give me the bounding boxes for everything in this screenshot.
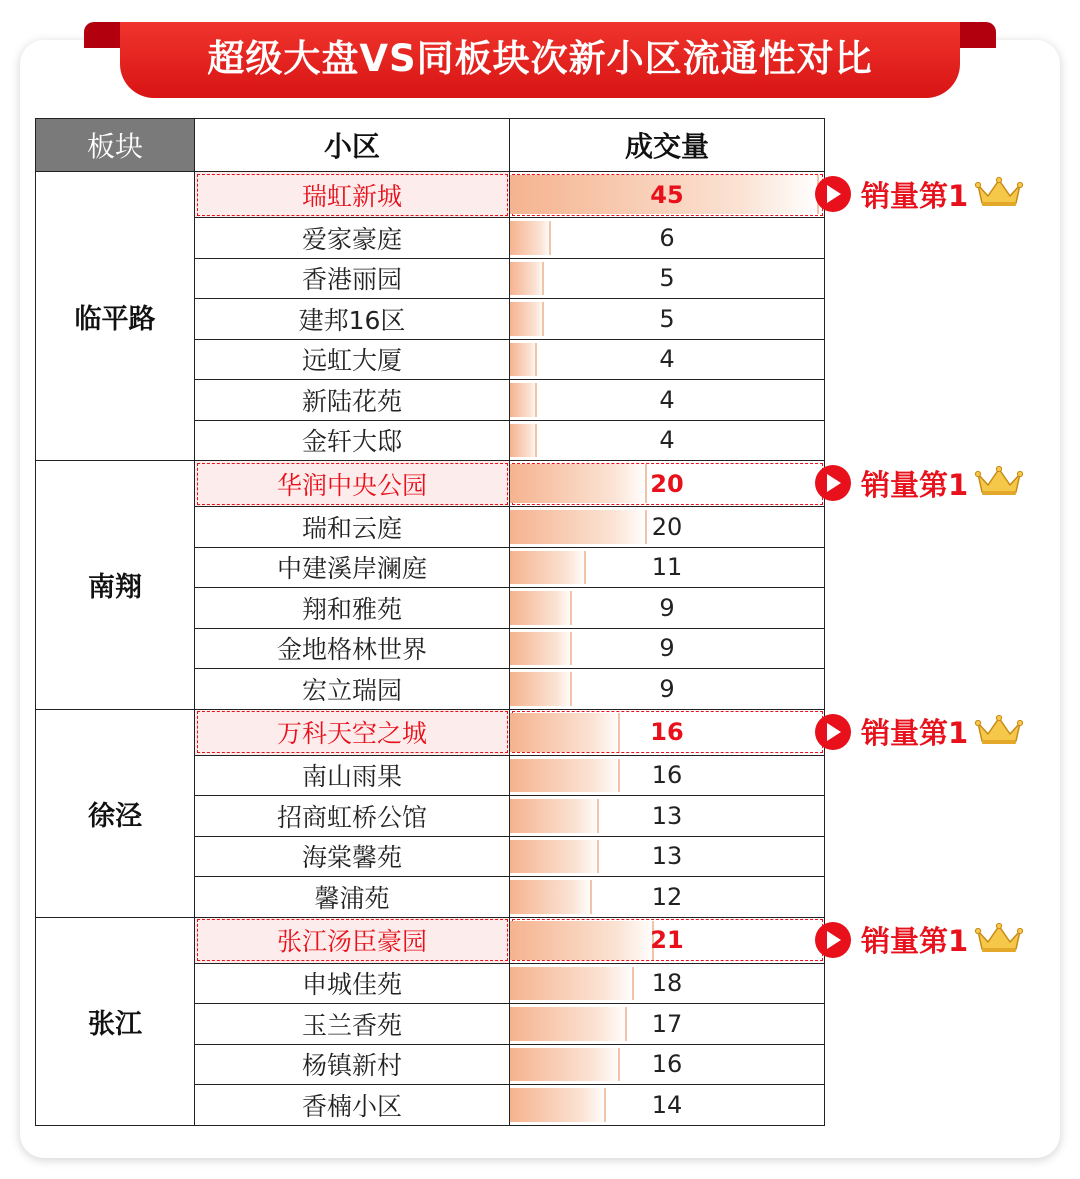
crown-icon [974,714,1024,750]
volume-cell [510,547,825,588]
volume-cell [510,172,825,218]
volume-value: 21 [650,926,684,954]
volume-bar [510,840,599,874]
community-name: 张江汤臣豪园 [195,917,510,963]
table-row-top [36,709,825,755]
volume-bar [510,967,634,1001]
volume-cell [510,258,825,299]
volume-bar [510,464,647,503]
volume-value: 17 [651,1009,683,1038]
community-name: 金地格林世界 [195,628,510,669]
table-row-top [36,917,825,963]
header-row [36,119,825,172]
volume-cell [510,588,825,629]
volume-value: 4 [659,385,675,414]
volume-cell [510,877,825,918]
volume-value: 16 [651,1050,683,1079]
community-name: 爱家豪庭 [195,218,510,259]
volume-value: 9 [659,674,675,703]
badge-label: 销量第1 [861,178,969,213]
community-name: 南山雨果 [195,755,510,796]
volume-cell [510,507,825,548]
play-circle-icon [815,176,851,212]
district-cell: 临平路 [36,172,195,461]
header-community: 小区 [195,119,510,172]
volume-bar [510,759,620,793]
volume-bar [510,1007,627,1041]
community-name: 新陆花苑 [195,380,510,421]
play-circle-icon [815,714,851,750]
volume-value: 6 [659,223,675,252]
volume-cell [510,796,825,837]
community-name: 香港丽园 [195,258,510,299]
volume-bar [510,1088,606,1122]
district-cell: 徐泾 [36,709,195,917]
volume-bar [510,632,572,666]
community-name: 华润中央公园 [195,461,510,507]
volume-bar [510,302,544,336]
district-cell: 张江 [36,917,195,1125]
volume-bar [510,551,586,585]
volume-value: 4 [659,426,675,455]
top-seller-badge [815,920,1024,960]
volume-value: 5 [659,264,675,293]
community-name: 金轩大邸 [195,420,510,461]
community-name: 建邦16区 [195,299,510,340]
volume-bar [510,221,551,255]
badge-label: 销量第1 [861,467,969,502]
volume-cell [510,709,825,755]
volume-value: 16 [651,761,683,790]
community-name: 馨浦苑 [195,877,510,918]
volume-cell [510,755,825,796]
volume-value: 20 [650,469,684,498]
community-name: 宏立瑞园 [195,669,510,710]
page-title: 超级大盘VS同板块次新小区流通性对比 [207,37,873,80]
community-name: 招商虹桥公馆 [195,796,510,837]
volume-bar [510,672,572,706]
volume-value: 18 [651,969,683,998]
play-circle-icon [815,465,851,501]
community-name: 香楠小区 [195,1085,510,1126]
community-name: 中建溪岸澜庭 [195,547,510,588]
crown-icon [974,176,1024,212]
community-name: 瑞虹新城 [195,172,510,218]
volume-value: 20 [651,512,683,541]
crown-icon [974,922,1024,958]
volume-cell [510,963,825,1004]
top-seller-badge [815,174,1024,214]
volume-cell [510,380,825,421]
volume-bar [510,921,654,960]
badge-label: 销量第1 [861,716,969,750]
community-name: 翔和雅苑 [195,588,510,629]
volume-value: 5 [659,304,675,333]
volume-bar [510,591,572,625]
volume-bar [510,510,647,544]
volume-value: 45 [650,180,684,209]
volume-cell [510,339,825,380]
header-district: 板块 [36,119,195,172]
community-name: 杨镇新村 [195,1044,510,1085]
volume-cell [510,420,825,461]
community-name: 海棠馨苑 [195,836,510,877]
volume-value: 11 [651,553,683,582]
volume-cell [510,917,825,963]
crown-icon [974,465,1024,501]
volume-value: 9 [659,634,675,663]
volume-bar [510,424,537,458]
volume-cell [510,628,825,669]
community-name: 瑞和云庭 [195,507,510,548]
volume-bar [510,799,599,833]
badge-label: 销量第1 [861,924,969,958]
volume-value: 14 [651,1090,683,1119]
community-name: 远虹大厦 [195,339,510,380]
volume-value: 12 [651,882,683,911]
volume-value: 13 [651,842,683,871]
volume-cell [510,1044,825,1085]
volume-bar [510,383,537,417]
table-row-top [36,461,825,507]
top-seller-badge [815,463,1024,503]
community-name: 申城佳苑 [195,963,510,1004]
volume-cell [510,299,825,340]
volume-bar [510,880,592,914]
volume-cell [510,1004,825,1045]
volume-bar [510,1048,620,1082]
volume-value: 16 [650,718,684,746]
volume-value: 13 [651,801,683,830]
volume-bar [510,343,537,377]
community-name: 万科天空之城 [195,709,510,755]
district-cell: 南翔 [36,461,195,710]
table-row-top [36,172,825,218]
volume-bar [510,262,544,296]
volume-cell [510,461,825,507]
volume-bar [510,713,620,752]
play-circle-icon [815,922,851,958]
header-volume: 成交量 [510,119,825,172]
volume-value: 4 [659,345,675,374]
volume-cell [510,669,825,710]
top-seller-badge [815,712,1024,752]
volume-cell [510,836,825,877]
volume-cell [510,218,825,259]
comparison-table [35,118,825,1126]
volume-value: 9 [659,593,675,622]
volume-cell [510,1085,825,1126]
title-banner [120,22,960,98]
community-name: 玉兰香苑 [195,1004,510,1045]
